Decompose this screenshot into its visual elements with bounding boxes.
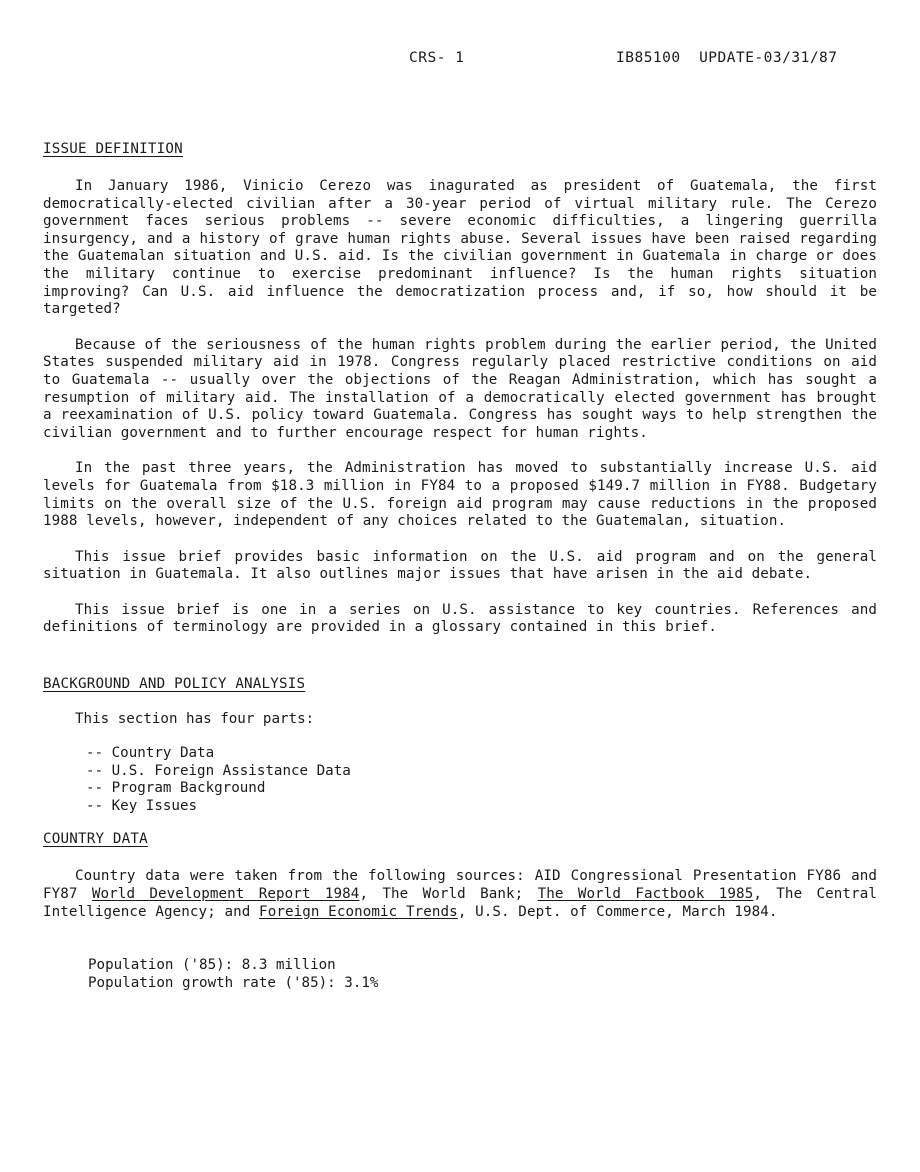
country-data-sources <box>43 868 877 921</box>
list-item: -- Key Issues <box>86 797 198 814</box>
fact-population-growth: Population growth rate ('85): 3.1% <box>88 974 379 991</box>
issue-paragraph-1: In January 1986, Vinicio Cerezo was inagurated as president of Guatemala, the first democratically-elected civilian after a 30-year period of virtual military rule. The Cerezo government faces serious problems -- severe economic difficulties, a lingering guerrilla insurgency, and a history of grave human rights abuse. Several issues have been raised regarding the Guatemalan situation and U.S. aid. Is the civilian government in Guatemala in charge or does the military continue to exercise predominant influence? Is the human rights situation improving? Can U.S. aid influence the democratization process and, if so, how should it be targeted? <box>43 178 877 318</box>
issue-definition-heading: ISSUE DEFINITION <box>43 141 183 157</box>
list-item: -- Country Data <box>86 745 215 762</box>
page-number: CRS- 1 <box>409 50 465 66</box>
background-section <box>43 675 877 815</box>
source-world-development-report: World Development Report 1984 <box>91 886 360 903</box>
issue-paragraph-4: This issue brief provides basic information on the U.S. aid program and on the general situation in Guatemala. It also outlines major issues that have arisen in the aid debate. <box>43 548 877 583</box>
country-data-section <box>43 830 877 992</box>
sources-text: Country data were taken from the following sources: AID Congressional Presentation FY86 and FY87 <box>43 868 877 903</box>
fact-population: Population ('85): 8.3 million <box>88 957 336 974</box>
background-heading: BACKGROUND AND POLICY ANALYSIS <box>43 676 306 693</box>
sources-text: , The Central Intelligence Agency; and <box>43 886 877 920</box>
country-data-heading: COUNTRY DATA <box>43 831 148 848</box>
background-intro: This section has four parts: <box>75 711 315 728</box>
source-foreign-economic-trends: Foreign Economic Trends <box>259 903 458 920</box>
document-body <box>43 140 877 992</box>
issue-paragraph-3: In the past three years, the Administration has moved to substantially increase U.S. aid levels for Guatemala from $18.3 million in FY84 to a proposed $149.7 million in FY88. Budgetary limits on the overall size of the U.S. foreign aid program may cause reductions in the proposed 1988 levels, however, independent of any choices related to the Guatemalan, situation. <box>43 460 877 530</box>
issue-paragraph-5: This issue brief is one in a series on U.S. assistance to key countries. References and definitions of terminology are provided in a glossary contained in this brief. <box>43 601 877 636</box>
issue-paragraph-2: Because of the seriousness of the human rights problem during the earlier period, the United States suspended military aid in 1978. Congress regularly placed restrictive conditions on aid to Guatemala -- usually over the objections of the Reagan Administration, which has sought a resumption of military aid. The installation of a democratically elected government has brought a reexamination of U.S. policy toward Guatemala. Congress has sought ways to help strengthen the civilian government and to further encourage respect for human rights. <box>43 336 877 441</box>
country-facts <box>88 957 877 992</box>
list-item: -- Program Background <box>86 780 266 797</box>
issue-definition-section <box>43 140 877 637</box>
list-item: -- U.S. Foreign Assistance Data <box>86 762 351 779</box>
sources-text: , U.S. Dept. of Commerce, March 1984. <box>457 903 778 920</box>
parts-list <box>86 745 877 815</box>
document-id: IB85100 UPDATE-03/31/87 <box>616 50 838 66</box>
source-world-factbook: The World Factbook 1985 <box>537 886 754 903</box>
sources-text: , The World Bank; <box>359 886 538 903</box>
